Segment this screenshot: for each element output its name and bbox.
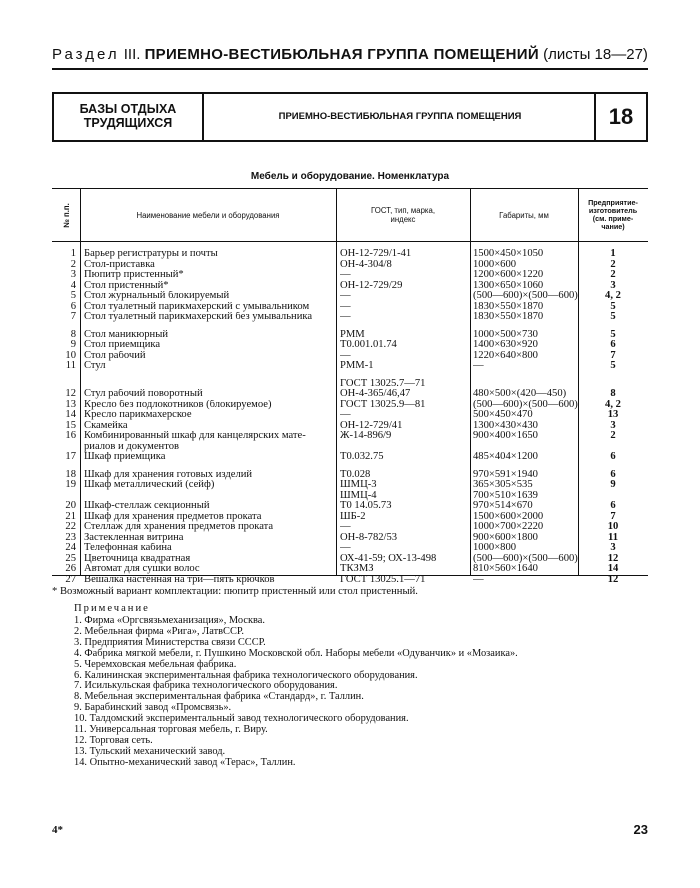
- header-mfr-line: чание): [601, 222, 625, 231]
- item-manufacturer: 9: [610, 480, 616, 490]
- item-dimensions: 970×514×670: [473, 501, 533, 511]
- table-row: [52, 522, 648, 532]
- item-name: Стол пристенный*: [84, 280, 169, 291]
- table-row: [52, 270, 648, 280]
- row-number: 6: [70, 301, 76, 312]
- table-row: [52, 291, 648, 301]
- item-gost: —: [340, 312, 351, 322]
- item-dimensions: 1200×600×1220: [473, 270, 544, 280]
- item-gost: Т0.028: [340, 469, 371, 480]
- item-manufacturer: 1: [610, 249, 616, 259]
- note-item: 7. Исилькульская фабрика технологического оборудования.: [74, 680, 338, 692]
- table-row: [52, 351, 648, 361]
- header-number-label: № п.п.: [61, 202, 71, 228]
- item-manufacturer: 2: [610, 431, 616, 441]
- item-gost: ОН-12-729/29: [340, 280, 403, 291]
- note-item: 5. Черемховская мебельная фабрика.: [74, 658, 237, 670]
- category-line-1: БАЗЫ ОТДЫХА: [79, 102, 177, 116]
- note-item: 8. Мебельная экспериментальная фабрика «Стандард», г. Таллин.: [74, 691, 364, 703]
- row-number: 11: [65, 361, 76, 371]
- page-number: 23: [633, 822, 648, 837]
- item-gost: ОН-12-729/1-41: [340, 249, 412, 259]
- item-dimensions: 810×560×1640: [473, 564, 538, 574]
- item-manufacturer: 4, 2: [605, 291, 621, 301]
- item-name: Стол приемщика: [84, 340, 161, 350]
- item-dimensions: 1000×500×730: [473, 329, 538, 340]
- section-header: [52, 46, 648, 63]
- item-dimensions: 1000×700×2220: [473, 522, 544, 532]
- item-manufacturer: 3: [610, 280, 616, 291]
- item-dimensions: (500—600)×(500—600): [473, 553, 578, 564]
- row-number: 13: [65, 399, 76, 410]
- item-name: Стеллаж для хранения предметов проката: [84, 522, 274, 532]
- title-block: [52, 92, 648, 142]
- table-row: [52, 249, 648, 259]
- item-name: Стол туалетный парикмахерский с умывальником: [84, 301, 310, 312]
- item-gost: ОН-12-729/41: [340, 420, 403, 431]
- table-row: [52, 512, 648, 522]
- item-gost: ГОСТ 13025.7—71: [340, 378, 426, 389]
- item-dimensions: 500×450×470: [473, 410, 533, 420]
- note-item: 3. Предприятия Министерства связи СССР.: [74, 636, 266, 648]
- table-row: [52, 330, 648, 340]
- item-gost: РММ: [340, 329, 365, 340]
- item-manufacturer: 5: [610, 301, 616, 312]
- header-gost-line: ГОСТ, тип, марка,: [370, 206, 436, 215]
- table-row: [52, 361, 648, 371]
- table-row: [52, 431, 648, 441]
- header-gost: [336, 189, 470, 241]
- item-gost: —: [340, 410, 351, 420]
- item-manufacturer: 6: [610, 340, 616, 350]
- note-item: 12. Торговая сеть.: [74, 734, 153, 746]
- table-row: [52, 340, 648, 350]
- item-dimensions: 1220×640×800: [473, 350, 538, 361]
- item-manufacturer: 10: [607, 522, 619, 532]
- signature-mark: 4*: [52, 824, 63, 836]
- row-number: 18: [65, 469, 76, 480]
- item-dimensions: 700×510×1639: [473, 490, 538, 501]
- note-item: 4. Фабрика мягкой мебели, г. Пушкино Московской обл. Наборы мебели «Одуванчик» и «Мозаика».: [74, 647, 518, 659]
- note-item: 13. Тульский механический завод.: [74, 745, 226, 757]
- sheet-number: 18: [594, 94, 646, 140]
- header-name: Наименование мебели и оборудования: [136, 210, 280, 220]
- item-gost: ОН-4-304/8: [340, 259, 392, 270]
- notes-list: [74, 616, 518, 769]
- item-dimensions: 480×500×(420—450): [473, 389, 567, 399]
- table-row: [52, 533, 648, 543]
- header-manufacturer: [578, 189, 648, 241]
- item-manufacturer: 3: [610, 543, 616, 553]
- row-number: 15: [65, 420, 76, 431]
- item-name: Шкаф для хранения готовых изделий: [84, 469, 253, 480]
- item-manufacturer: 2: [610, 270, 616, 280]
- header-dimensions: Габариты, мм: [499, 210, 549, 220]
- item-dimensions: 1500×450×1050: [473, 249, 544, 259]
- item-gost: —: [340, 350, 351, 361]
- row-number: 22: [65, 522, 76, 532]
- row-number: 12: [65, 389, 76, 399]
- item-gost: ОХ-41-59; ОХ-13-498: [340, 553, 437, 564]
- item-name: Шкаф для хранения предметов проката: [84, 511, 262, 522]
- item-name: Кресло без подлокотников (блокируемое): [84, 399, 272, 410]
- table-row: [52, 410, 648, 420]
- note-item: 11. Универсальная торговая мебель, г. Виру.: [74, 724, 268, 736]
- note-item: 10. Талдомский экспериментальный завод технологического оборудования.: [74, 713, 409, 725]
- item-manufacturer: 8: [610, 389, 616, 399]
- item-manufacturer: 12: [607, 553, 619, 564]
- item-gost: Ж-14-896/9: [340, 431, 392, 441]
- item-name: Стол журнальный блокируемый: [84, 291, 230, 301]
- item-gost: —: [340, 291, 351, 301]
- item-gost: —: [340, 543, 351, 553]
- table-row: [52, 543, 648, 553]
- item-gost: ГОСТ 13025.9—81: [340, 399, 426, 410]
- header-mfr-line: Предприятие-: [588, 198, 638, 207]
- item-name: Застекленная витрина: [84, 532, 184, 543]
- item-dimensions: —: [473, 361, 484, 371]
- table-row: [52, 575, 648, 585]
- section-prefix: Раздел: [52, 46, 120, 63]
- table-row: [52, 379, 648, 389]
- item-manufacturer: 11: [607, 532, 618, 543]
- table-row: [52, 281, 648, 291]
- item-name: Скамейка: [84, 420, 128, 431]
- item-gost: Т0.032.75: [340, 452, 384, 462]
- item-name: Шкаф металлический (сейф): [84, 480, 215, 490]
- item-dimensions: 1300×650×1060: [473, 280, 544, 291]
- table-row: [52, 501, 648, 511]
- item-gost: ШБ-2: [340, 511, 366, 522]
- row-number: 7: [70, 312, 76, 322]
- item-gost: —: [340, 301, 351, 312]
- row-number: 26: [65, 564, 76, 574]
- item-name: Барьер регистратуры и почты: [84, 249, 218, 259]
- row-number: 19: [65, 480, 76, 490]
- note-item: 6. Калининская экспериментальная фабрика технологического оборудования.: [74, 669, 418, 681]
- table-row: [52, 421, 648, 431]
- item-name: Пюпитр пристенный*: [84, 270, 184, 280]
- item-dimensions: (500—600)×(500—600): [473, 291, 578, 301]
- item-manufacturer: 6: [610, 452, 616, 462]
- furniture-table: [52, 188, 648, 585]
- item-name: Стол маникюрный: [84, 329, 168, 340]
- item-manufacturer: 12: [607, 574, 619, 585]
- row-number: 20: [65, 501, 76, 511]
- item-name: Вешалка настенная на три—пять крючков: [84, 574, 275, 585]
- item-manufacturer: 3: [610, 420, 616, 431]
- row-number: 25: [65, 553, 76, 564]
- item-gost: ТКЗМЗ: [340, 564, 374, 574]
- table-row: [52, 312, 648, 322]
- table-row: [52, 564, 648, 574]
- row-number: 21: [65, 511, 76, 522]
- table-row: [52, 400, 648, 410]
- item-manufacturer: 5: [610, 361, 616, 371]
- item-manufacturer: 13: [607, 410, 619, 420]
- row-number: 4: [70, 280, 76, 291]
- section-number: III.: [123, 46, 141, 63]
- section-rule: [52, 68, 648, 70]
- item-dimensions: —: [473, 574, 484, 585]
- item-gost: ШМЦ-4: [340, 490, 377, 501]
- header-number: [52, 189, 80, 241]
- item-name: Цветочница квадратная: [84, 553, 191, 564]
- footnote: * Возможный вариант комплектации: пюпитр пристенный или стол пристенный.: [52, 586, 418, 597]
- note-item: 9. Барабинский завод «Промсвязь».: [74, 702, 232, 714]
- row-number: 14: [65, 410, 76, 420]
- table-row: [52, 480, 648, 490]
- row-number: 5: [70, 291, 76, 301]
- table-row: [52, 491, 648, 501]
- row-number: 1: [70, 249, 76, 259]
- row-number: 17: [65, 452, 76, 462]
- section-sheets: (листы 18—27): [543, 46, 648, 63]
- header-mfr-line: изготовитель: [588, 206, 638, 215]
- item-name: Стул рабочий поворотный: [84, 389, 203, 399]
- item-manufacturer: 7: [610, 511, 616, 522]
- item-manufacturer: 2: [610, 259, 616, 270]
- item-name: Кресло парикмахерское: [84, 410, 192, 420]
- title-block-category: [54, 94, 204, 140]
- table-row: [52, 442, 648, 452]
- title-block-heading: ПРИЕМНО-ВЕСТИБЮЛЬНАЯ ГРУППА ПОМЕЩЕНИЯ: [278, 111, 522, 122]
- item-dimensions: 900×600×1800: [473, 532, 538, 543]
- item-name: Стол рабочий: [84, 350, 146, 361]
- header-divider: [52, 241, 648, 242]
- item-manufacturer: 4, 2: [605, 399, 621, 410]
- row-number: 2: [70, 259, 76, 270]
- item-gost: ОН-4-365/46,47: [340, 389, 411, 399]
- table-row: [52, 302, 648, 312]
- item-gost: ОН-8-782/53: [340, 532, 398, 543]
- item-name: Стол туалетный парикмахерский без умывальника: [84, 312, 313, 322]
- item-dimensions: (500—600)×(500—600): [473, 399, 578, 410]
- row-number: 16: [65, 431, 76, 441]
- item-gost: ШМЦ-3: [340, 480, 377, 490]
- row-number: 3: [70, 270, 76, 280]
- table-row: [52, 260, 648, 270]
- item-name: Стул: [84, 361, 106, 371]
- item-gost: Т0 14.05.73: [340, 501, 392, 511]
- item-name: Автомат для сушки волос: [84, 564, 200, 574]
- item-gost: Т0.001.01.74: [340, 340, 397, 350]
- item-name: Шкаф-стеллаж секционный: [84, 501, 210, 511]
- item-dimensions: 1300×430×430: [473, 420, 538, 431]
- item-name: Телефонная кабина: [84, 543, 172, 553]
- section-title: ПРИЕМНО-ВЕСТИБЮЛЬНАЯ ГРУППА ПОМЕЩЕНИЙ: [144, 46, 539, 63]
- item-manufacturer: 5: [610, 329, 616, 340]
- notes-heading: Примечание: [74, 603, 150, 614]
- item-gost: ГОСТ 13025.1—71: [340, 574, 426, 585]
- item-manufacturer: 7: [610, 350, 616, 361]
- item-gost: —: [340, 270, 351, 280]
- item-manufacturer: 6: [610, 501, 616, 511]
- item-name: Шкаф приемщика: [84, 452, 166, 462]
- item-name: риалов и документов: [84, 441, 180, 452]
- note-item: 1. Фирма «Оргсвязьмеханизация», Москва.: [74, 615, 265, 626]
- item-dimensions: 1000×800: [473, 543, 517, 553]
- row-number: 10: [65, 350, 76, 361]
- item-gost: —: [340, 522, 351, 532]
- table-row: [52, 470, 648, 480]
- header-mfr-line: (см. приме-: [592, 214, 634, 223]
- item-manufacturer: 5: [610, 312, 616, 322]
- item-dimensions: 1000×600: [473, 259, 517, 270]
- item-manufacturer: 14: [607, 564, 619, 574]
- row-number: 23: [65, 532, 76, 543]
- row-number: 9: [70, 340, 76, 350]
- row-number: 8: [70, 329, 76, 340]
- header-gost-line: индекс: [390, 215, 416, 224]
- note-item: 2. Мебельная фирма «Рига», ЛатвССР.: [74, 625, 244, 637]
- item-name: Стол-приставка: [84, 259, 155, 270]
- item-dimensions: 365×305×535: [473, 480, 533, 490]
- item-dimensions: 1500×600×2000: [473, 511, 544, 522]
- table-row: [52, 389, 648, 399]
- table-row: [52, 452, 648, 462]
- item-dimensions: 1400×630×920: [473, 340, 538, 350]
- row-number: 24: [65, 543, 76, 553]
- item-dimensions: 900×400×1650: [473, 431, 538, 441]
- item-dimensions: 1830×550×1870: [473, 301, 544, 312]
- item-name: Комбинированный шкаф для канцелярских мате-: [84, 431, 306, 441]
- item-dimensions: 970×591×1940: [473, 469, 538, 480]
- item-manufacturer: 6: [610, 469, 616, 480]
- category-line-2: ТРУДЯЩИХСЯ: [83, 116, 173, 130]
- item-dimensions: 485×404×1200: [473, 452, 538, 462]
- table-title: Мебель и оборудование. Номенклатура: [250, 171, 450, 182]
- note-item: 14. Опытно-механический завод «Терас», Таллин.: [74, 756, 296, 768]
- item-dimensions: 1830×550×1870: [473, 312, 544, 322]
- table-row: [52, 554, 648, 564]
- item-gost: РММ-1: [340, 361, 374, 371]
- row-number: 27: [65, 574, 76, 585]
